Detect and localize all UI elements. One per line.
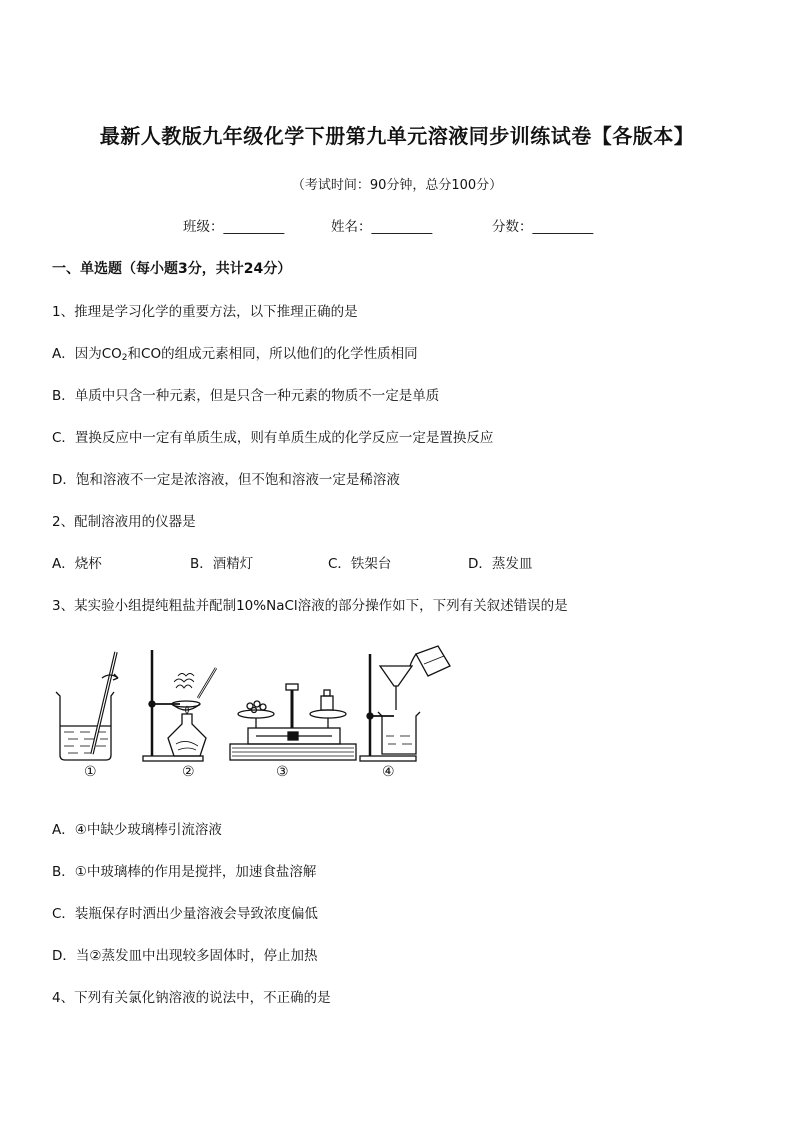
question-3-option-d: D．当②蒸发皿中出现较多固体时，停止加热 xyxy=(52,948,318,964)
question-4-stem: 4、下列有关氯化钠溶液的说法中，不正确的是 xyxy=(52,990,331,1006)
question-2-option-b: B．酒精灯 xyxy=(190,556,254,572)
class-field: 班级：_________ xyxy=(183,219,285,235)
question-3-option-b: B．①中玻璃棒的作用是搅拌，加速食盐溶解 xyxy=(52,864,317,880)
question-1-option-c: C．置换反应中一定有单质生成，则有单质生成的化学反应一定是置换反应 xyxy=(52,430,494,446)
question-1-option-d: D．饱和溶液不一定是浓溶液，但不饱和溶液一定是稀溶液 xyxy=(52,472,400,488)
question-1-option-b: B．单质中只含一种元素，但是只含一种元素的物质不一定是单质 xyxy=(52,388,440,404)
figure-label-4: ④ xyxy=(382,764,395,780)
question-3-option-c: C．装瓶保存时洒出少量溶液会导致浓度偏低 xyxy=(52,906,318,922)
figure-label-2: ② xyxy=(182,764,195,780)
question-2-option-c: C．铁架台 xyxy=(328,556,392,572)
question-2-option-a: A．烧杯 xyxy=(52,556,102,572)
section-heading: 一、单选题（每小题3分，共计24分） xyxy=(52,261,292,277)
evaporation-setup-icon xyxy=(143,650,216,761)
question-2-option-d: D．蒸发皿 xyxy=(468,556,533,572)
lab-operations-figure xyxy=(48,640,468,790)
name-field: 姓名：_________ xyxy=(331,219,433,235)
question-1-stem: 1、推理是学习化学的重要方法，以下推理正确的是 xyxy=(52,304,358,320)
question-3-option-a: A．④中缺少玻璃棒引流溶液 xyxy=(52,822,222,838)
beaker-stirring-icon xyxy=(56,652,118,760)
question-1-option-a: A．因为$CO_2$和CO的组成元素相同，所以他们的化学性质相同 xyxy=(52,346,418,363)
question-2-stem: 2、配制溶液用的仪器是 xyxy=(52,514,196,530)
score-field: 分数：_________ xyxy=(492,219,594,235)
page-title: 最新人教版九年级化学下册第九单元溶液同步训练试卷【各版本】 xyxy=(99,124,695,148)
question-3-stem: 3、某实验小组提纯粗盐并配制10%NaCl溶液的部分操作如下，下列有关叙述错误的是 xyxy=(52,598,568,614)
figure-label-3: ③ xyxy=(276,764,289,780)
balance-icon xyxy=(230,684,356,760)
filtration-setup-icon xyxy=(360,646,450,761)
figure-label-1: ① xyxy=(84,764,97,780)
exam-info: （考试时间：90分钟，总分100分） xyxy=(291,178,503,193)
